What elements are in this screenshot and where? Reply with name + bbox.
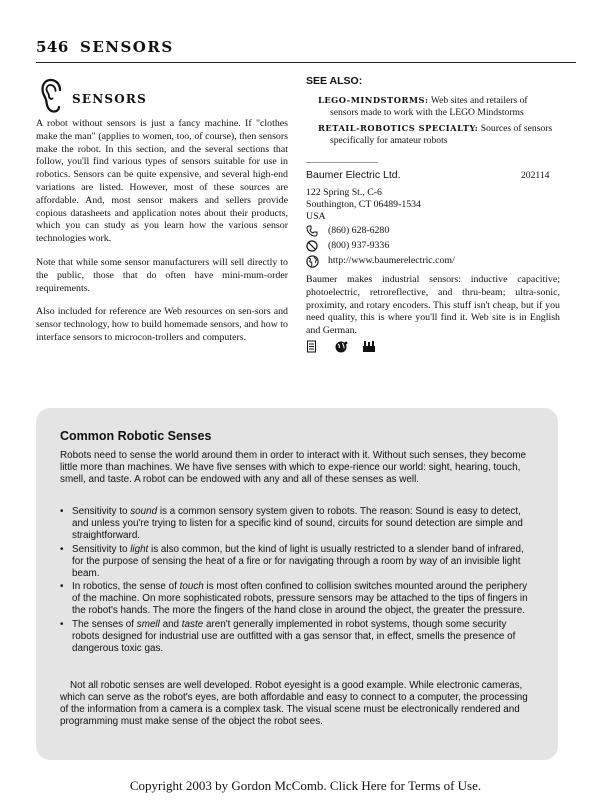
list-item: • Sensitivity to sound is a common sensory system given to robots. The reason: Sound is easy to detect, and unless you're trying to listen for a specific kind of sound, circuits for sound detection are simple and straightforward. [60, 506, 536, 542]
address-line: Southington, CT 06489-1534 [306, 199, 421, 210]
intro-paragraph: A robot without sensors is just a fancy machine. If "clothes make the man" (applies to women, too, of course), then sensors make the robot. In this section, and the several sections that follow, you'll find various types of sensors suitable for use in robotics. Sensors can be quite expensive, and several high-end variations are listed. However, most of these sources are affordable. And, most sensor makers and sellers provide copious datasheets and application notes about their products, which you can study as you learn how the various sensor technologies work. [36, 118, 288, 245]
company-description: Baumer makes industrial sensors: inductive capacitive; photoelectric, retroreflective, and thru-beam; ultra-sonic, proximity, and rotary encoders. This stuff isn't cheap, but if you need quality, this is where you'll find it. Web site is in English and German. [306, 274, 560, 337]
page-number: 546 [36, 38, 69, 56]
list-item: • Sensitivity to light is also common, but the kind of light is usually restricted to a slender band of infrared, for the purpose of sensing the heat of a fire or for navigating through a room by way of an invisible light beam. [60, 544, 536, 580]
copyright-footer[interactable]: Copyright 2003 by Gordon McComb. Click Here for Terms of Use. [129, 778, 482, 793]
catalog-icon [306, 340, 318, 353]
industrial-icon [362, 340, 376, 353]
see-also-heading: SEE ALSO: [306, 75, 363, 87]
intro-text [36, 118, 288, 356]
list-item: • In robotics, the sense of touch is most often confined to collision switches mounted around the periphery of the machine. On more sophisticated robots, pressure sensors may be attached to the tips of fingers in the robot's hands. The more the fingers of the hand close in around the object, the greater the pressure. [60, 581, 536, 617]
page-header [36, 36, 576, 63]
website-link[interactable]: http://www.baumerelectric.com/ [328, 255, 455, 266]
see-also-item[interactable] [318, 123, 566, 147]
see-also-desc: sensors made to work with the LEGO Mindstorms [330, 106, 524, 118]
fax-number: (800) 937-9336 [328, 240, 390, 251]
see-also-term: RETAIL-ROBOTICS SPECIALTY: [318, 123, 479, 133]
address-line: USA [306, 211, 326, 222]
sidebar-closing: Not all robotic senses are well developed. Robot eyesight is a good example. While electronic cameras, which can serve as the robot's eyes, are both affordable and easy to connect to a computer, the processing of the information from a camera is a complex task. The visual scene must be electronically rendered and programming must make sense of the object the robot sees. [60, 680, 528, 727]
fax-icon [306, 240, 318, 252]
see-also-desc: Web sites and retailers of [430, 95, 528, 106]
see-also-term: LEGO-MINDSTORMS: [318, 95, 429, 105]
list-item: • The senses of smell and taste aren't generally implemented in robot systems, though some security robots designed for industrial use are outfitted with a gas sensor that, in effect, smells the presence of dangerous toxic gas. [60, 619, 536, 655]
globe-icon [306, 255, 319, 268]
intro-paragraph: Note that while some sensor manufacturers will sell directly to the public, those that do often have mini-mum-order requirements. [36, 256, 288, 294]
phone-icon [306, 225, 318, 237]
see-also-item[interactable] [318, 95, 566, 119]
senses-list [60, 506, 536, 657]
sidebar-intro: Robots need to sense the world around them in order to interact with it. Without such senses, they become little more than machines. We have five senses with which to expe-rience our world: sight, hearing, touch, smell, and taste. A robot can be endowed with any and all of these senses as well. [60, 450, 527, 485]
divider [306, 162, 378, 163]
phone-number: (860) 628-6280 [328, 225, 390, 236]
company-name: Baumer Electric Ltd. [306, 169, 401, 181]
see-also-desc: specifically for amateur robots [330, 134, 448, 146]
international-icon [334, 340, 348, 354]
company-id: 202114 [521, 170, 550, 181]
sidebar-title: Common Robotic Senses [60, 429, 212, 443]
chapter-title: SENSORS [80, 38, 174, 56]
section-heading: SENSORS [72, 92, 147, 106]
ear-icon [40, 78, 68, 114]
resource-icons [306, 340, 386, 354]
address-line: 122 Spring St., C-6 [306, 187, 382, 198]
see-also-desc: Sources of sensors [480, 123, 553, 134]
intro-paragraph: Also included for reference are Web resources on sen-sors and sensor technology, how to build homemade sensors, and how to interface sensors to microcon-trollers and computers. [36, 306, 288, 343]
